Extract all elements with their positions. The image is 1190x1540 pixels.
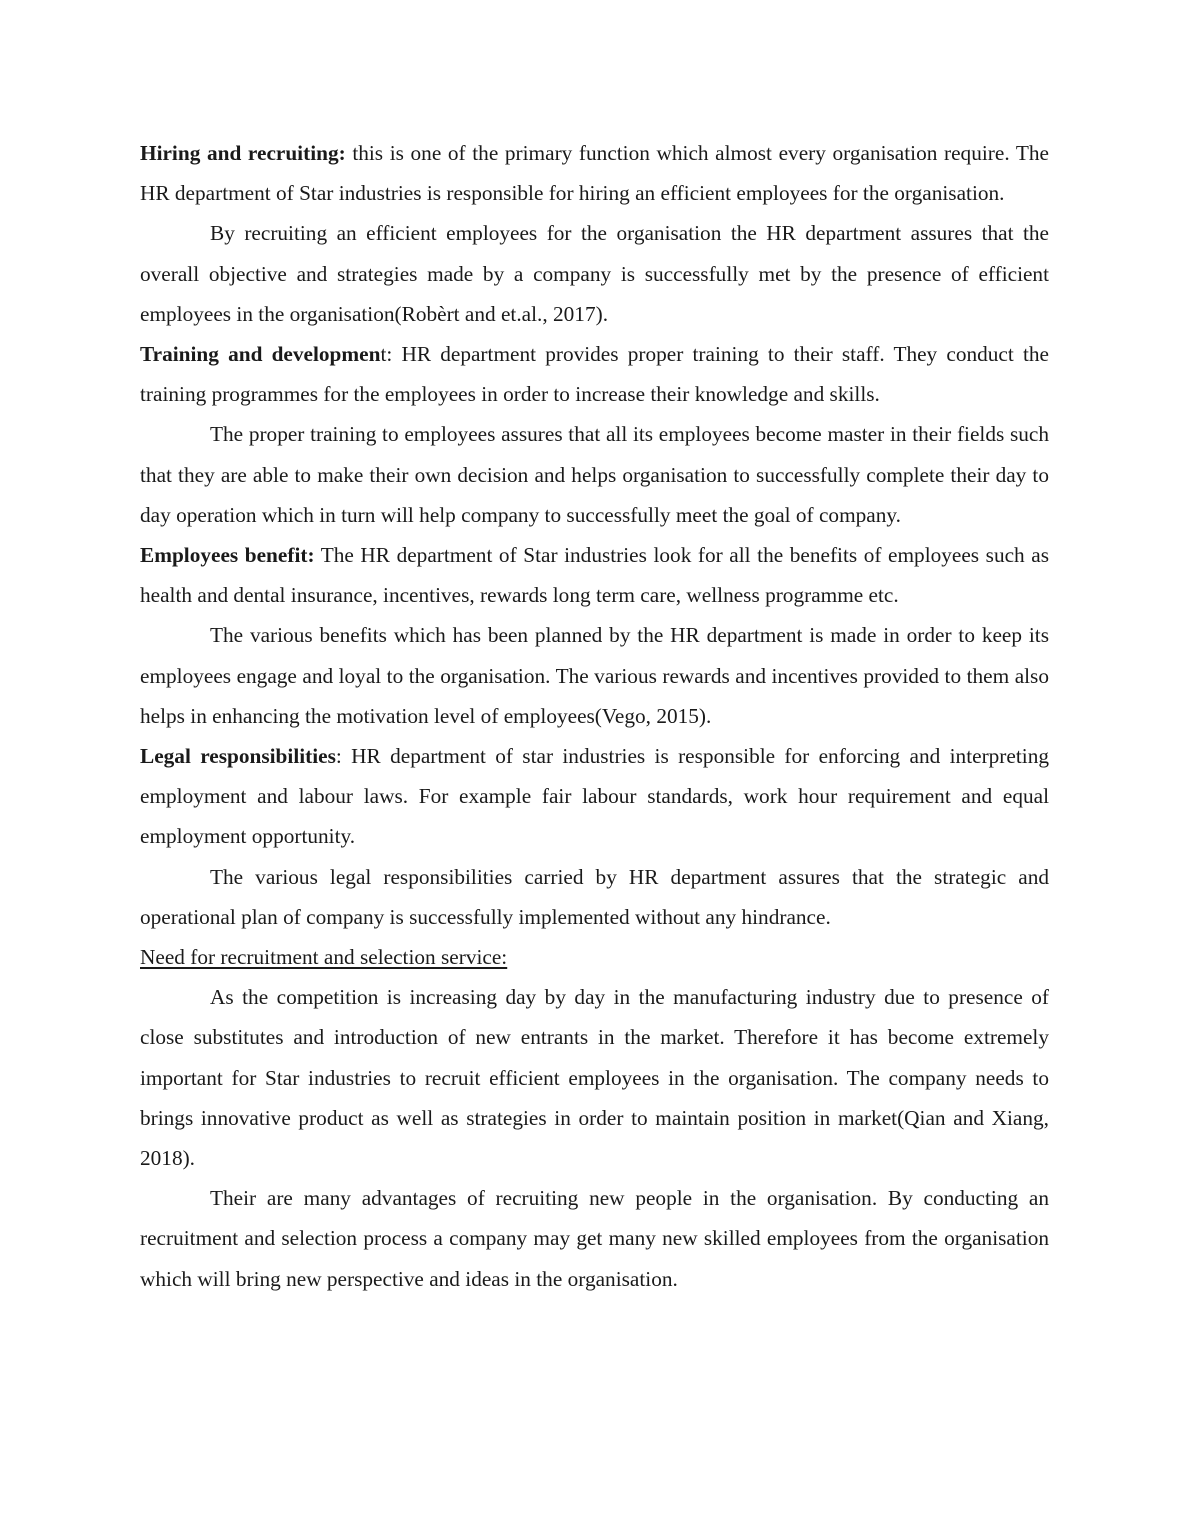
paragraph-hiring-recruiting bbox=[140, 133, 1049, 213]
paragraph-legal-responsibilities bbox=[140, 736, 1049, 857]
paragraph-text: : HR department of star industries is responsible for enforcing and interpreting employment and labour laws. For example fair labour standards, work hour requirement and equal employment opportunity. bbox=[140, 744, 1049, 849]
paragraph-text: t: HR department provides proper training to their staff. They conduct the training programmes for the employees in order to increase their knowledge and skills. bbox=[140, 342, 1049, 407]
paragraph-recruiting-benefit: By recruiting an efficient employees for the organisation the HR department assures that the overall objective and strategies made by a company is successfully met by the presence of efficient employees in the organisation(Robèrt and et.al., 2017). bbox=[140, 221, 1049, 326]
paragraph-competition: As the competition is increasing day by day in the manufacturing industry due to presence of close substitutes and introduction of new entrants in the market. Therefore it has become extremely important for Star industries to recruit efficient employees in the organisation. The company needs to brings innovative product as well as strategies in order to maintain position in market(Qian and Xiang, 2018). bbox=[140, 985, 1049, 1171]
heading-recruitment-selection: Need for recruitment and selection service: bbox=[140, 945, 508, 970]
paragraph-training-benefit: The proper training to employees assures that all its employees become master in their fields such that they are able to make their own decision and helps organisation to successfully complete their day to day operation which in turn will help company to successfully meet the goal of company. bbox=[140, 422, 1049, 527]
paragraph-text: this is one of the primary function which almost every organisation require. The HR department of Star industries is responsible for hiring an efficient employees for the organisation. bbox=[140, 141, 1049, 206]
term-hiring-recruiting: Hiring and recruiting: bbox=[140, 141, 346, 165]
term-employees-benefit: Employees benefit: bbox=[140, 543, 315, 568]
document-page bbox=[140, 133, 1049, 1299]
paragraph-text: The HR department of Star industries look for all the benefits of employees such as health and dental insurance, incentives, rewards long term care, wellness programme etc. bbox=[140, 543, 1050, 608]
paragraph-employees-benefit bbox=[140, 535, 1049, 615]
paragraph-legal-assurance: The various legal responsibilities carried by HR department assures that the strategic and operational plan of company is successfully implemented without any hindrance. bbox=[140, 864, 1049, 929]
paragraph-benefits-planned: The various benefits which has been planned by the HR department is made in order to keep its employees engage and loyal to the organisation. The various rewards and incentives provided to them also helps in enhancing the motivation level of employees(Vego, 2015). bbox=[140, 623, 1049, 728]
paragraph-training-development bbox=[140, 334, 1049, 414]
term-training-development: Training and developmen bbox=[140, 342, 381, 367]
term-legal-responsibilities: Legal responsibilities bbox=[140, 744, 336, 769]
paragraph-advantages: Their are many advantages of recruiting new people in the organisation. By conducting an recruitment and selection process a company may get many new skilled employees from the organisation which will bring new perspective and ideas in the organisation. bbox=[140, 1186, 1049, 1291]
section-heading bbox=[140, 937, 1049, 977]
